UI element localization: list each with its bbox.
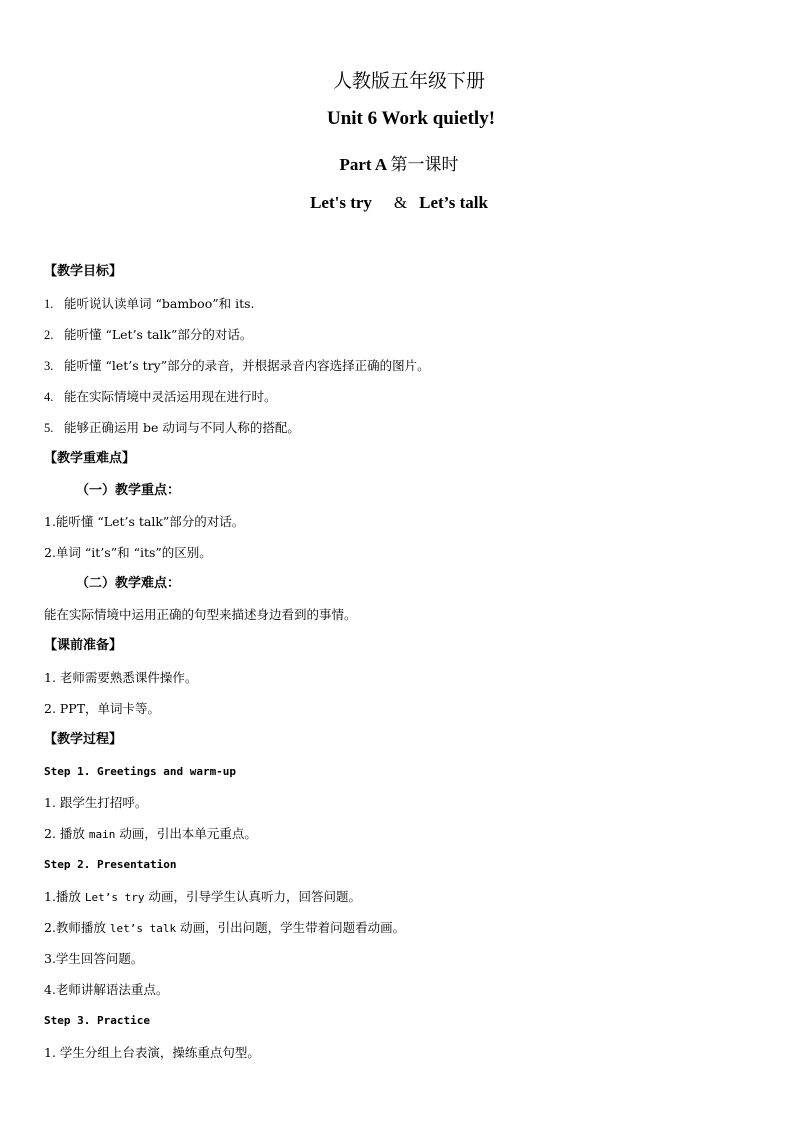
- goal-item: [44, 420, 300, 436]
- step3-item: [44, 1045, 260, 1061]
- goal-text: 能够正确运用 be 动词与不同人称的搭配。: [64, 420, 300, 435]
- goal-text: 能听懂 “let’s try”部分的录音，并根据录音内容选择正确的图片。: [64, 358, 430, 373]
- focus-item: 1.能听懂 “Let’s talk”部分的对话。: [44, 514, 245, 529]
- lesson-a: Let's try: [310, 193, 372, 212]
- step2-item: [44, 982, 168, 998]
- step3-title: Step 3. Practice: [44, 1014, 150, 1027]
- lesson-b: Let’s talk: [419, 193, 488, 212]
- step2-title: Step 2. Presentation: [44, 858, 177, 871]
- prep-item: 1. 老师需要熟悉课件操作。: [44, 670, 198, 685]
- item-code: main: [88, 828, 116, 841]
- step1-title: Step 1. Greetings and warm-up: [44, 765, 237, 778]
- item-text: 4.老师讲解语法重点。: [44, 982, 169, 997]
- focus-item: 2.单词 “it’s”和 “its”的区别。: [44, 545, 212, 560]
- goal-item: [44, 296, 255, 312]
- item-text: 1.播放: [44, 889, 85, 904]
- part-title: [2, 150, 794, 175]
- item-code: let’s talk: [109, 922, 177, 935]
- goal-num: 4.: [44, 390, 54, 404]
- item-text: 1. 跟学生打招呼。: [44, 795, 148, 810]
- item-text: 动画，引导学生认真听力，回答问题。: [144, 889, 361, 904]
- item-text: 1. 学生分组上台表演，操练重点句型。: [44, 1045, 260, 1060]
- item-text: 2. 播放: [44, 826, 89, 841]
- goal-num: 2.: [44, 328, 54, 342]
- goals-heading: 【教学目标】: [44, 264, 123, 279]
- goal-num: 1.: [44, 297, 54, 311]
- difficulty-text: 能在实际情境中运用正确的句型来描述身边看到的事情。: [44, 607, 357, 622]
- ampersand: &: [393, 193, 408, 212]
- keypoints-heading: 【教学重难点】: [44, 451, 136, 466]
- step1-item: [44, 795, 147, 811]
- goal-text: 能听懂 “Let’s talk”部分的对话。: [64, 327, 253, 342]
- goal-text: 能听说认读单词 “bamboo”和 its.: [64, 296, 255, 311]
- part-prefix: Part A: [339, 155, 387, 174]
- goal-text: 能在实际情境中灵活运用现在进行时。: [64, 389, 277, 404]
- item-text: 3.学生回答问题。: [44, 951, 144, 966]
- process-heading: 【教学过程】: [44, 732, 123, 747]
- difficulty-title: （二）教学难点：: [76, 576, 181, 591]
- goal-num: 3.: [44, 359, 54, 373]
- document-title: 人教版五年级下册: [332, 70, 485, 92]
- step1-item: [44, 826, 257, 843]
- focus-title: （一）教学重点：: [76, 483, 181, 498]
- item-text: 动画，引出本单元重点。: [115, 826, 257, 841]
- goal-item: [44, 358, 430, 374]
- item-code: Let’s try: [84, 891, 145, 904]
- step2-item: [44, 951, 143, 967]
- unit-title: Unit 6 Work quietly!: [326, 108, 496, 129]
- goal-item: [44, 327, 252, 343]
- step2-item: [44, 920, 405, 937]
- item-text: 2.教师播放: [44, 920, 110, 935]
- goal-num: 5.: [44, 421, 54, 435]
- lesson-title: [2, 193, 794, 213]
- prep-heading: 【课前准备】: [44, 638, 123, 653]
- prep-item: 2. PPT，单词卡等。: [44, 701, 161, 716]
- part-suffix: 第一课时: [390, 155, 459, 175]
- goal-item: [44, 389, 277, 405]
- step2-item: [44, 889, 361, 906]
- item-text: 动画，引出问题，学生带着问题看动画。: [176, 920, 406, 935]
